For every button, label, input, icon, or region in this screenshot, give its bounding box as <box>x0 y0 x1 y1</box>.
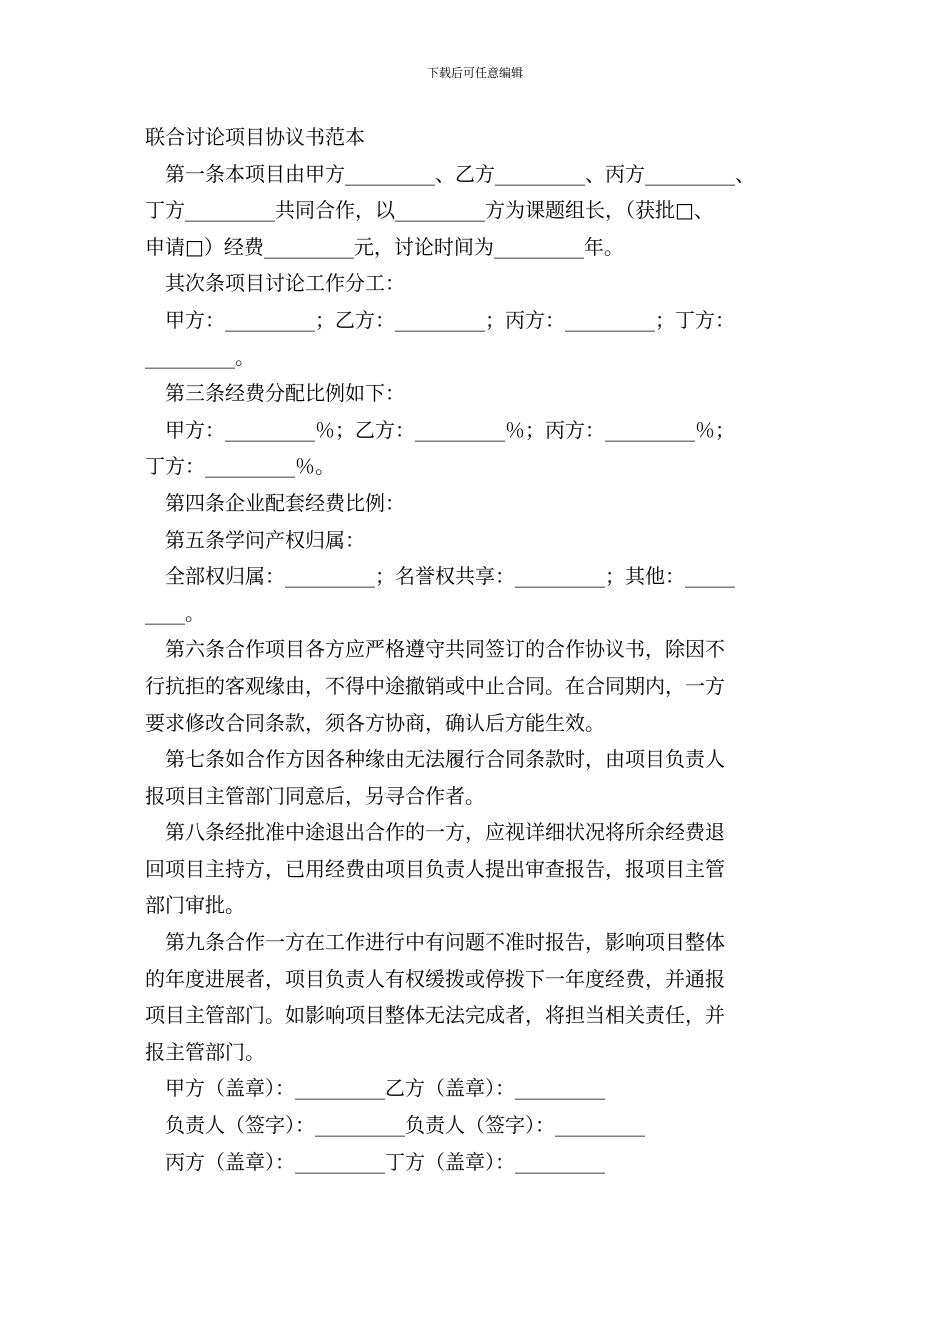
document-line: 第三条经费分配比例如下： <box>165 381 405 406</box>
document-line: 丙方（盖章）：_________丁方（盖章）：_________ <box>165 1149 605 1174</box>
document-line: 甲方：_________％；乙方：_________％；丙方：_________％； <box>165 417 735 442</box>
document-line: 丁方_________共同合作，以_________方为课题组长，（获批□、 <box>145 198 714 223</box>
document-line: 甲方：_________；乙方：_________；丙方：_________；丁方： <box>165 307 735 332</box>
document-line: 甲方（盖章）：_________乙方（盖章）：_________ <box>165 1076 605 1101</box>
document-line: 回项目主持方，已用经费由项目负责人提出审查报告，报项目主管 <box>145 856 725 881</box>
document-line: 的年度进展者，项目负责人有权缓拨或停拨下一年度经费，并通报 <box>145 966 725 991</box>
document-line: 第四条企业配套经费比例： <box>165 490 405 515</box>
document-line: 其次条项目讨论工作分工： <box>165 271 405 296</box>
document-line: 报主管部门。 <box>145 1039 265 1064</box>
document-line: 项目主管部门。如影响项目整体无法完成者，将担当相关责任，并 <box>145 1003 725 1028</box>
document-line: 第一条本项目由甲方_________、乙方_________、丙方_________、 <box>165 161 755 186</box>
document-line: _________。 <box>145 344 255 369</box>
document-body <box>145 119 810 1180</box>
document-line: 全部权归属：_________；名誉权共享：_________；其他：_____ <box>165 564 735 589</box>
document-line: 第八条经批准中途退出合作的一方，应视详细状况将所余经费退 <box>165 820 725 845</box>
document-title: 联合讨论项目协议书范本 <box>145 125 365 149</box>
document-line: 行抗拒的客观缘由，不得中途撤销或中止合同。在合同期内，一方 <box>145 673 725 698</box>
document-line: 报项目主管部门同意后，另寻合作者。 <box>145 783 485 808</box>
document-line: 负责人（签字）：_________负责人（签字）：_________ <box>165 1113 645 1138</box>
page-header: 下载后可任意编辑 <box>426 66 523 80</box>
document-line: 第六条合作项目各方应严格遵守共同签订的合作协议书，除因不 <box>165 637 725 662</box>
document-line: 部门审批。 <box>145 893 245 918</box>
document-line: 第七条如合作方因各种缘由无法履行合同条款时，由项目负责人 <box>165 747 725 772</box>
document-line: 第九条合作一方在工作进行中有问题不准时报告，影响项目整体 <box>165 930 725 955</box>
document-line: 丁方：_________％。 <box>145 454 335 479</box>
document-line: ____。 <box>145 600 205 625</box>
document-line: 要求修改合同条款，须各方协商，确认后方能生效。 <box>145 710 605 735</box>
document-line: 申请□）经费_________元，讨论时间为_________年。 <box>145 234 624 259</box>
document-line: 第五条学问产权归属： <box>165 527 365 552</box>
